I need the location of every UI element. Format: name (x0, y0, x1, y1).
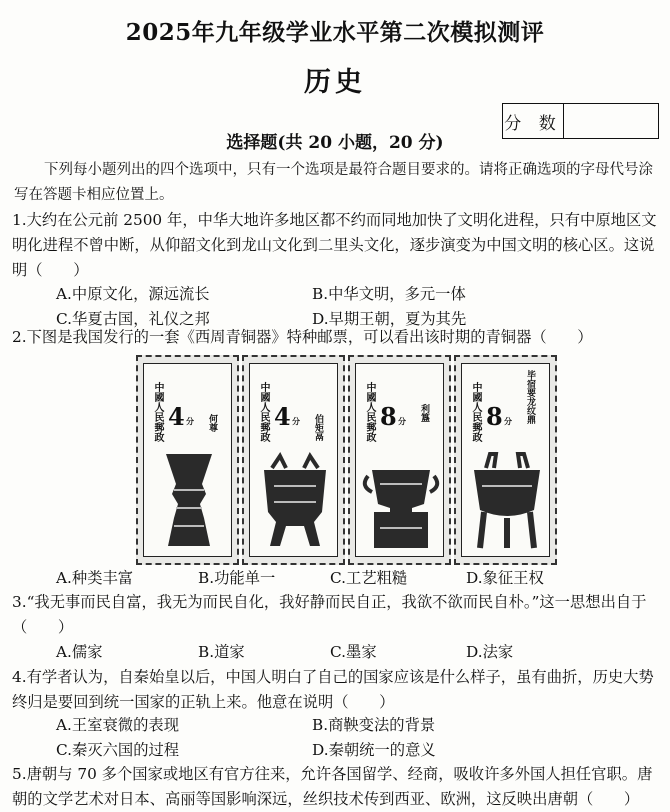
stamp-4-country: 中國人民郵政 (470, 382, 481, 442)
q3-option-d[interactable]: D.法家 (466, 643, 514, 661)
stamp-2-country: 中國人民郵政 (258, 382, 269, 442)
stamp-2-name: 伯矩鬲 (313, 414, 323, 441)
q2-option-b[interactable]: B.功能单一 (198, 569, 276, 587)
stamp-1-country: 中國人民郵政 (152, 382, 163, 442)
bronze-li-icon (250, 446, 340, 556)
stamp-3-country: 中國人民郵政 (364, 382, 375, 442)
q2-option-c[interactable]: C.工艺粗糙 (330, 569, 408, 587)
q4-option-b[interactable]: B.商鞅变法的背景 (312, 716, 436, 734)
bronze-ding-icon (462, 446, 552, 556)
stamp-4-name: 毕宿要龙纹鼎 (525, 370, 535, 424)
q3-option-a[interactable]: A.儒家 (56, 643, 103, 661)
score-label: 分 数 (503, 104, 564, 138)
q1-option-a[interactable]: A.中原文化，源远流长 (56, 285, 210, 303)
stamp-1-value: 4 (168, 402, 185, 431)
stamp-2-unit: 分 (292, 416, 300, 426)
q3-option-c[interactable]: C.墨家 (330, 643, 377, 661)
stamp-2-value: 4 (274, 402, 291, 431)
q4-option-a[interactable]: A.王室衰微的表现 (56, 716, 179, 734)
question-4-stem: 4.有学者认为，自秦始皇以后，中国人明白了自己的国家应该是什么样子，虽有曲折，历史大势终归是要回到统一国家的正轨上来。他意在说明（ ） (12, 668, 654, 711)
question-3-stem: 3.“我无事而民自富，我无为而民自化，我好静而民自正，我欲不欲而民自朴。”这一思想出自于（ ） (12, 593, 647, 636)
q2-option-a[interactable]: A.种类丰富 (56, 569, 134, 587)
question-2-stem: 2.下图是我国发行的一套《西周青铜器》特种邮票，可以看出该时期的青铜器（ ） (12, 328, 593, 346)
exam-title: 2025年九年级学业水平第二次模拟测评 (125, 19, 545, 46)
question-1-stem: 1.大约在公元前 2500 年，中华大地许多地区都不约而同地加快了文明化进程，只有中原地区文明化进程不曾中断，从仰韶文化到龙山文化到二里头文化，逐步演变为中国文明的核心区。这说明（ ） (12, 211, 657, 279)
stamp-4 (454, 355, 557, 565)
q3-option-b[interactable]: B.道家 (198, 643, 245, 661)
subject-title: 历史 (304, 67, 366, 98)
stamp-2 (242, 355, 345, 565)
bronze-gui-icon (356, 446, 446, 556)
bronze-zun-icon (144, 446, 234, 556)
stamp-3-value: 8 (380, 402, 397, 431)
question-5-stem: 5.唐朝与 70 多个国家或地区有官方往来，允许各国留学、经商，吸收许多外国人担任官职。唐朝的文学艺术对日本、高丽等国影响深远，丝织技术传到西亚、欧洲，这反映出唐朝（ ） (12, 765, 653, 808)
stamp-4-unit: 分 (504, 416, 512, 426)
stamp-3-name: 利簋 (419, 404, 429, 422)
q4-option-c[interactable]: C.秦灭六国的过程 (56, 741, 180, 759)
q1-option-d[interactable]: D.早期王朝，夏为其先 (312, 310, 467, 328)
instruction-text: 下列每小题列出的四个选项中，只有一个选项是最符合题目要求的。请将正确选项的字母代号涂写在答题卡相应位置上。 (14, 162, 653, 203)
q4-option-d[interactable]: D.秦朝统一的意义 (312, 741, 436, 759)
section-title: 选择题(共 20 小题，20 分) (226, 133, 444, 153)
stamp-4-value: 8 (486, 402, 503, 431)
q1-option-b[interactable]: B.中华文明，多元一体 (312, 285, 466, 303)
stamp-3-unit: 分 (398, 416, 406, 426)
stamp-1-name: 何尊 (207, 414, 217, 432)
q1-option-c[interactable]: C.华夏古国，礼仪之邦 (56, 310, 210, 328)
stamp-set-image (136, 355, 558, 565)
q2-option-d[interactable]: D.象征王权 (466, 569, 544, 587)
stamp-1 (136, 355, 239, 565)
stamp-3 (348, 355, 451, 565)
stamp-1-unit: 分 (186, 416, 194, 426)
